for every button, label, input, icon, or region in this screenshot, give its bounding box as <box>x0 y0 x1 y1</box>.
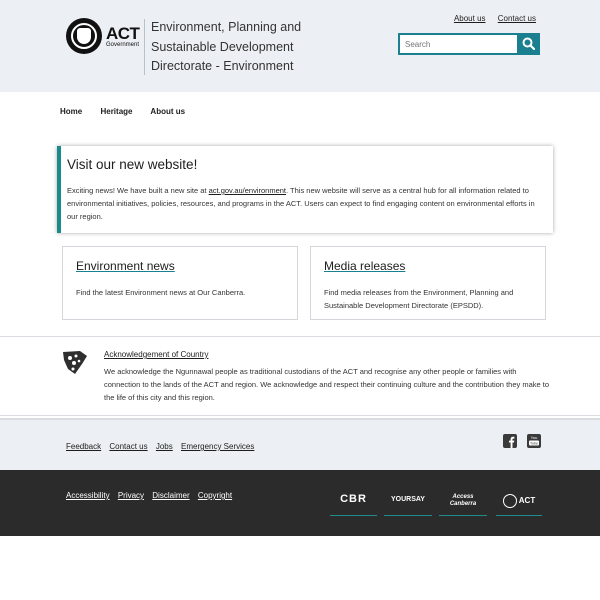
youtube-icon[interactable] <box>527 434 541 448</box>
logo-subtext: Government <box>106 42 140 48</box>
new-website-alert <box>57 146 553 233</box>
legal-links <box>66 491 238 500</box>
footer-legal-bar <box>0 470 600 536</box>
jobs-link[interactable]: Jobs <box>155 442 173 451</box>
card-text: Find media releases from the Environment, Planning and Sustainable Development Directorate (EPSDD). <box>324 288 514 310</box>
privacy-link[interactable]: Privacy <box>117 491 145 500</box>
act-seal-icon <box>503 494 517 508</box>
card-text: Find the latest Environment news at Our Canberra. <box>76 288 246 297</box>
card-title[interactable]: Media releases <box>324 259 406 273</box>
search-form <box>398 33 540 55</box>
contact-us-link[interactable]: Contact us <box>497 14 536 23</box>
nav-item-about-us[interactable]: About us <box>150 107 186 116</box>
search-input[interactable] <box>398 33 518 55</box>
logo-text: ACT <box>106 24 140 43</box>
yoursay-logo[interactable]: YOURSAY <box>384 490 432 516</box>
footer-contact-us-link[interactable]: Contact us <box>109 442 148 451</box>
emergency-services-link[interactable]: Emergency Services <box>181 442 255 451</box>
acknowledgement-heading[interactable]: Acknowledgement of Country <box>104 350 209 359</box>
aboriginal-artwork-icon <box>62 350 88 376</box>
search-button[interactable] <box>517 33 540 55</box>
act-seal-icon <box>66 18 102 54</box>
feedback-link[interactable]: Feedback <box>66 442 102 451</box>
acknowledgement-text: We acknowledge the Ngunnawal people as traditional custodians of the ACT and recognise any other people or families with connection to the lands of the ACT and region. We acknowledge and respect their continuing culture and the contribution they make to the life of this city and this region. <box>104 367 550 402</box>
nav-item-heritage[interactable]: Heritage <box>100 107 133 116</box>
environment-news-card[interactable] <box>62 246 298 320</box>
utility-links <box>444 14 536 23</box>
svg-text:Tube: Tube <box>529 441 539 446</box>
card-title[interactable]: Environment news <box>76 259 175 273</box>
facebook-icon[interactable] <box>503 434 517 448</box>
new-site-link[interactable]: act.gov.au/environment <box>208 186 287 195</box>
svg-text:You: You <box>530 435 538 440</box>
cbr-logo[interactable]: CBR <box>330 490 377 516</box>
accessibility-link[interactable]: Accessibility <box>66 491 110 500</box>
media-releases-card[interactable] <box>310 246 546 320</box>
footer-links <box>66 442 260 451</box>
copyright-link[interactable]: Copyright <box>197 491 233 500</box>
about-us-link[interactable]: About us <box>453 14 486 23</box>
footer-links-bar <box>0 418 600 470</box>
alert-heading: Visit our new website! <box>67 157 198 172</box>
search-icon <box>522 37 535 50</box>
site-title[interactable]: Environment, Planning and Sustainable Development Directorate - Environment <box>151 20 302 73</box>
main-nav <box>60 107 201 116</box>
alert-text: Exciting news! We have built a new site at act.gov.au/environment. This new website will serve as a central hub for all information related to environmental initiatives, policies, resources, and programs in the ACT. Users can expect to find engaging content on environmental efforts in our region. <box>67 186 535 221</box>
header-divider <box>144 19 145 75</box>
site-header <box>0 0 600 92</box>
access-canberra-logo[interactable]: Access Canberra <box>439 490 487 516</box>
act-footer-logo[interactable]: ACT <box>496 490 542 516</box>
disclaimer-link[interactable]: Disclaimer <box>152 491 190 500</box>
acknowledgement-of-country <box>0 336 600 416</box>
nav-item-home[interactable]: Home <box>60 107 83 116</box>
act-government-logo[interactable] <box>66 18 138 56</box>
